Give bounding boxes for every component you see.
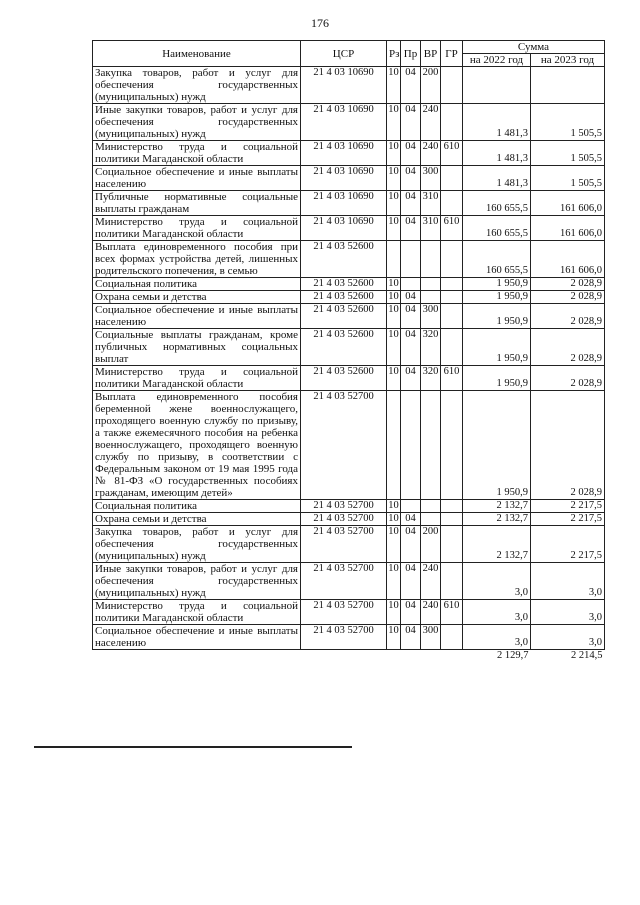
row-csr-cell: 21 4 03 52600 <box>301 278 387 291</box>
row-gr-cell: 610 <box>441 141 463 166</box>
table-row <box>93 391 605 500</box>
row-gr-cell <box>441 526 463 563</box>
table-row <box>93 513 605 526</box>
row-csr-cell: 21 4 03 10690 <box>301 141 387 166</box>
header-rz: Рз <box>387 41 401 67</box>
table-row <box>93 329 605 366</box>
row-pr-cell: 04 <box>401 291 421 304</box>
row-name-cell: Иные закупки товаров, работ и услуг для обеспечения государственных (муниципальных) нужд <box>93 563 301 600</box>
row-gr-cell <box>441 67 463 104</box>
row-amount-2023-cell <box>531 67 605 104</box>
header-vr: ВР <box>421 41 441 67</box>
row-csr-cell: 21 4 03 52700 <box>301 513 387 526</box>
row-vr-cell: 240 <box>421 104 441 141</box>
trailing-spacer <box>93 650 463 663</box>
row-pr-cell: 04 <box>401 366 421 391</box>
row-gr-cell <box>441 104 463 141</box>
row-gr-cell <box>441 191 463 216</box>
header-year-2022: на 2022 год <box>463 54 531 67</box>
row-name-cell: Выплата единовременного пособия при всех формах устройства детей, лишенных родительского попечения, в семью <box>93 241 301 278</box>
row-rz-cell: 10 <box>387 526 401 563</box>
row-pr-cell <box>401 391 421 500</box>
trailing-amount-y2022: 2 129,7 <box>497 650 529 661</box>
row-rz-cell: 10 <box>387 563 401 600</box>
table-header <box>93 41 605 67</box>
row-pr-cell: 04 <box>401 141 421 166</box>
row-rz-cell: 10 <box>388 513 399 524</box>
row-rz-cell: 10 <box>387 329 401 366</box>
table-row <box>93 500 605 513</box>
row-amount-2023-cell: 2 028,9 <box>531 291 605 304</box>
row-amount-2022-cell: 1 481,3 <box>463 104 531 141</box>
header-sum: Сумма <box>463 41 605 54</box>
row-amount-2023-cell: 2 028,9 <box>531 366 605 391</box>
table-body <box>93 67 605 663</box>
row-csr-cell: 21 4 03 52600 <box>301 304 387 329</box>
row-vr-cell: 240 <box>421 141 441 166</box>
row-amount-2022-cell: 3,0 <box>463 600 531 625</box>
row-gr-cell <box>441 391 463 500</box>
row-name-cell: Министерство труда и социальной политики Магаданской области <box>93 141 301 166</box>
row-csr-cell: 21 4 03 52600 <box>301 329 387 366</box>
row-vr-cell: 240 <box>421 600 441 625</box>
row-csr-cell: 21 4 03 10690 <box>301 67 387 104</box>
row-rz-cell: 10 <box>387 600 401 625</box>
row-amount-2022-cell: 1 950,9 <box>463 329 531 366</box>
table-row <box>93 278 605 291</box>
row-amount-2022-cell: 160 655,5 <box>463 191 531 216</box>
row-pr-cell <box>401 278 421 291</box>
row-pr-cell: 04 <box>401 67 421 104</box>
row-amount-2022-cell: 2 132,7 <box>463 513 531 526</box>
row-pr-cell <box>401 500 421 513</box>
row-csr-cell: 21 4 03 10690 <box>301 166 387 191</box>
row-amount-2023-cell: 3,0 <box>531 600 605 625</box>
row-csr-cell: 21 4 03 52700 <box>301 600 387 625</box>
table-row <box>93 141 605 166</box>
row-vr-cell: 200 <box>421 526 441 563</box>
trailing-amounts-row <box>93 650 605 663</box>
row-pr-cell: 04 <box>401 104 421 141</box>
row-pr-cell: 04 <box>401 563 421 600</box>
table-row <box>93 104 605 141</box>
row-name-cell: Иные закупки товаров, работ и услуг для обеспечения государственных (муниципальных) нужд <box>93 104 301 141</box>
row-name-cell: Социальная политика <box>93 500 301 513</box>
row-name-cell: Социальные выплаты гражданам, кроме публичных нормативных социальных выплат <box>93 329 301 366</box>
row-pr-cell: 04 <box>401 191 421 216</box>
row-amount-2023-cell: 2 028,9 <box>531 329 605 366</box>
row-csr-cell: 21 4 03 52700 <box>301 526 387 563</box>
row-vr-cell <box>421 391 441 500</box>
row-name-cell: Министерство труда и социальной политики Магаданской области <box>93 216 301 241</box>
table-row <box>93 191 605 216</box>
row-amount-2023-cell: 3,0 <box>531 625 605 650</box>
row-pr-cell: 04 <box>401 329 421 366</box>
row-csr-cell: 21 4 03 52700 <box>301 500 387 513</box>
row-amount-2022-cell: 3,0 <box>463 625 531 650</box>
row-amount-2022-cell: 160 655,5 <box>463 241 531 278</box>
row-amount-2022-cell: 1 481,3 <box>463 166 531 191</box>
row-rz-cell: 10 <box>388 278 399 289</box>
row-amount-2023-cell: 2 028,9 <box>531 304 605 329</box>
row-csr-cell: 21 4 03 10690 <box>301 104 387 141</box>
row-gr-cell: 610 <box>441 600 463 625</box>
row-gr-cell <box>441 304 463 329</box>
row-vr-cell <box>421 291 441 304</box>
row-vr-cell: 240 <box>421 563 441 600</box>
row-name-cell: Социальное обеспечение и иные выплаты населению <box>93 304 301 329</box>
row-amount-2023-cell: 1 505,5 <box>531 166 605 191</box>
header-name: Наименование <box>93 41 301 67</box>
row-amount-2022-cell: 1 950,9 <box>463 366 531 391</box>
row-rz-cell: 10 <box>388 500 399 511</box>
row-name-cell: Закупка товаров, работ и услуг для обеспечения государственных (муниципальных) нужд <box>93 526 301 563</box>
footer-divider <box>34 746 352 748</box>
row-vr-cell <box>421 500 441 513</box>
table-row <box>93 563 605 600</box>
row-gr-cell: 610 <box>441 366 463 391</box>
header-pr: Пр <box>401 41 421 67</box>
row-rz-cell: 10 <box>387 366 401 391</box>
row-amount-2023-cell: 2 028,9 <box>531 391 605 500</box>
row-amount-2022-cell: 2 132,7 <box>463 526 531 563</box>
row-gr-cell <box>441 291 463 304</box>
row-pr-cell: 04 <box>401 625 421 650</box>
table-row <box>93 600 605 625</box>
row-rz-cell: 10 <box>387 191 401 216</box>
table-row <box>93 216 605 241</box>
row-name-cell: Социальное обеспечение и иные выплаты населению <box>93 166 301 191</box>
row-gr-cell <box>441 500 463 513</box>
row-name-cell: Публичные нормативные социальные выплаты гражданам <box>93 191 301 216</box>
row-rz-cell: 10 <box>387 304 401 329</box>
row-rz-cell: 10 <box>387 625 401 650</box>
row-csr-cell: 21 4 03 10690 <box>301 191 387 216</box>
row-name-cell: Социальное обеспечение и иные выплаты населению <box>93 625 301 650</box>
row-amount-2022-cell: 160 655,5 <box>463 216 531 241</box>
budget-table <box>92 40 605 662</box>
row-name-cell: Закупка товаров, работ и услуг для обеспечения государственных (муниципальных) нужд <box>93 67 301 104</box>
row-amount-2023-cell: 2 028,9 <box>531 278 605 291</box>
row-vr-cell: 310 <box>421 191 441 216</box>
row-csr-cell: 21 4 03 52700 <box>301 563 387 600</box>
row-vr-cell: 320 <box>421 329 441 366</box>
row-gr-cell <box>441 329 463 366</box>
table-row <box>93 304 605 329</box>
row-gr-cell <box>441 625 463 650</box>
row-rz-cell: 10 <box>387 67 401 104</box>
row-gr-cell: 610 <box>441 216 463 241</box>
table-row <box>93 526 605 563</box>
row-csr-cell: 21 4 03 52600 <box>301 366 387 391</box>
row-pr-cell <box>401 241 421 278</box>
row-amount-2022-cell: 1 950,9 <box>463 291 531 304</box>
row-rz-cell: 10 <box>387 141 401 166</box>
table-row <box>93 366 605 391</box>
row-name-cell: Выплата единовременного пособия беременной жене военнослужащего, проходящего военную службу по призыву, а также ежемесячного пособия на ребенка военнослужащего, проходящего военную службу по призыву, в соответствии с Федеральным законом от 19 мая 1995 года № 81-ФЗ «О государственных пособиях гражданам, имеющим детей» <box>93 391 301 500</box>
row-csr-cell: 21 4 03 52700 <box>301 625 387 650</box>
row-pr-cell: 04 <box>401 216 421 241</box>
row-name-cell: Охрана семьи и детства <box>93 291 301 304</box>
row-vr-cell: 320 <box>421 366 441 391</box>
row-amount-2023-cell: 161 606,0 <box>531 216 605 241</box>
row-vr-cell: 300 <box>421 304 441 329</box>
row-amount-2022-cell: 3,0 <box>463 563 531 600</box>
table-row <box>93 166 605 191</box>
table-row <box>93 67 605 104</box>
row-pr-cell: 04 <box>401 513 421 526</box>
row-vr-cell: 300 <box>421 625 441 650</box>
row-rz-cell: 10 <box>387 166 401 191</box>
row-amount-2023-cell: 161 606,0 <box>531 241 605 278</box>
header-gr: ГР <box>441 41 463 67</box>
table-row <box>93 291 605 304</box>
row-pr-cell: 04 <box>401 526 421 563</box>
row-rz-cell <box>387 241 401 278</box>
row-vr-cell <box>421 241 441 278</box>
row-amount-2022-cell: 1 950,9 <box>463 278 531 291</box>
row-amount-2022-cell: 2 132,7 <box>463 500 531 513</box>
row-gr-cell <box>441 513 463 526</box>
row-amount-2023-cell: 3,0 <box>531 563 605 600</box>
row-amount-2022-cell <box>463 67 531 104</box>
row-amount-2023-cell: 2 217,5 <box>531 526 605 563</box>
row-rz-cell: 10 <box>387 216 401 241</box>
row-name-cell: Социальная политика <box>93 278 301 291</box>
row-amount-2023-cell: 1 505,5 <box>531 141 605 166</box>
row-gr-cell <box>441 166 463 191</box>
row-vr-cell: 200 <box>421 67 441 104</box>
row-name-cell: Министерство труда и социальной политики Магаданской области <box>93 600 301 625</box>
row-csr-cell: 21 4 03 52600 <box>301 241 387 278</box>
row-vr-cell <box>421 513 441 526</box>
header-csr: ЦСР <box>301 41 387 67</box>
row-amount-2022-cell: 1 950,9 <box>463 391 531 500</box>
table-row <box>93 625 605 650</box>
row-csr-cell: 21 4 03 52600 <box>301 291 387 304</box>
row-rz-cell <box>387 391 401 500</box>
row-amount-2023-cell: 1 505,5 <box>531 104 605 141</box>
row-amount-2022-cell: 1 950,9 <box>463 304 531 329</box>
row-amount-2022-cell: 1 481,3 <box>463 141 531 166</box>
row-name-cell: Охрана семьи и детства <box>93 513 301 526</box>
row-amount-2023-cell: 2 217,5 <box>531 500 605 513</box>
row-amount-2023-cell: 161 606,0 <box>531 191 605 216</box>
row-vr-cell <box>421 278 441 291</box>
trailing-amount-y2023: 2 214,5 <box>571 650 603 661</box>
row-rz-cell: 10 <box>387 104 401 141</box>
table-row <box>93 241 605 278</box>
row-csr-cell: 21 4 03 10690 <box>301 216 387 241</box>
row-gr-cell <box>441 241 463 278</box>
row-vr-cell: 300 <box>421 166 441 191</box>
row-csr-cell: 21 4 03 52700 <box>301 391 387 500</box>
header-year-2023: на 2023 год <box>531 54 605 67</box>
row-amount-2023-cell: 2 217,5 <box>531 513 605 526</box>
row-gr-cell <box>441 563 463 600</box>
page-number: 176 <box>311 16 329 30</box>
row-pr-cell: 04 <box>401 600 421 625</box>
row-pr-cell: 04 <box>401 166 421 191</box>
row-pr-cell: 04 <box>401 304 421 329</box>
row-name-cell: Министерство труда и социальной политики Магаданской области <box>93 366 301 391</box>
row-rz-cell: 10 <box>388 291 399 302</box>
row-gr-cell <box>441 278 463 291</box>
row-vr-cell: 310 <box>421 216 441 241</box>
